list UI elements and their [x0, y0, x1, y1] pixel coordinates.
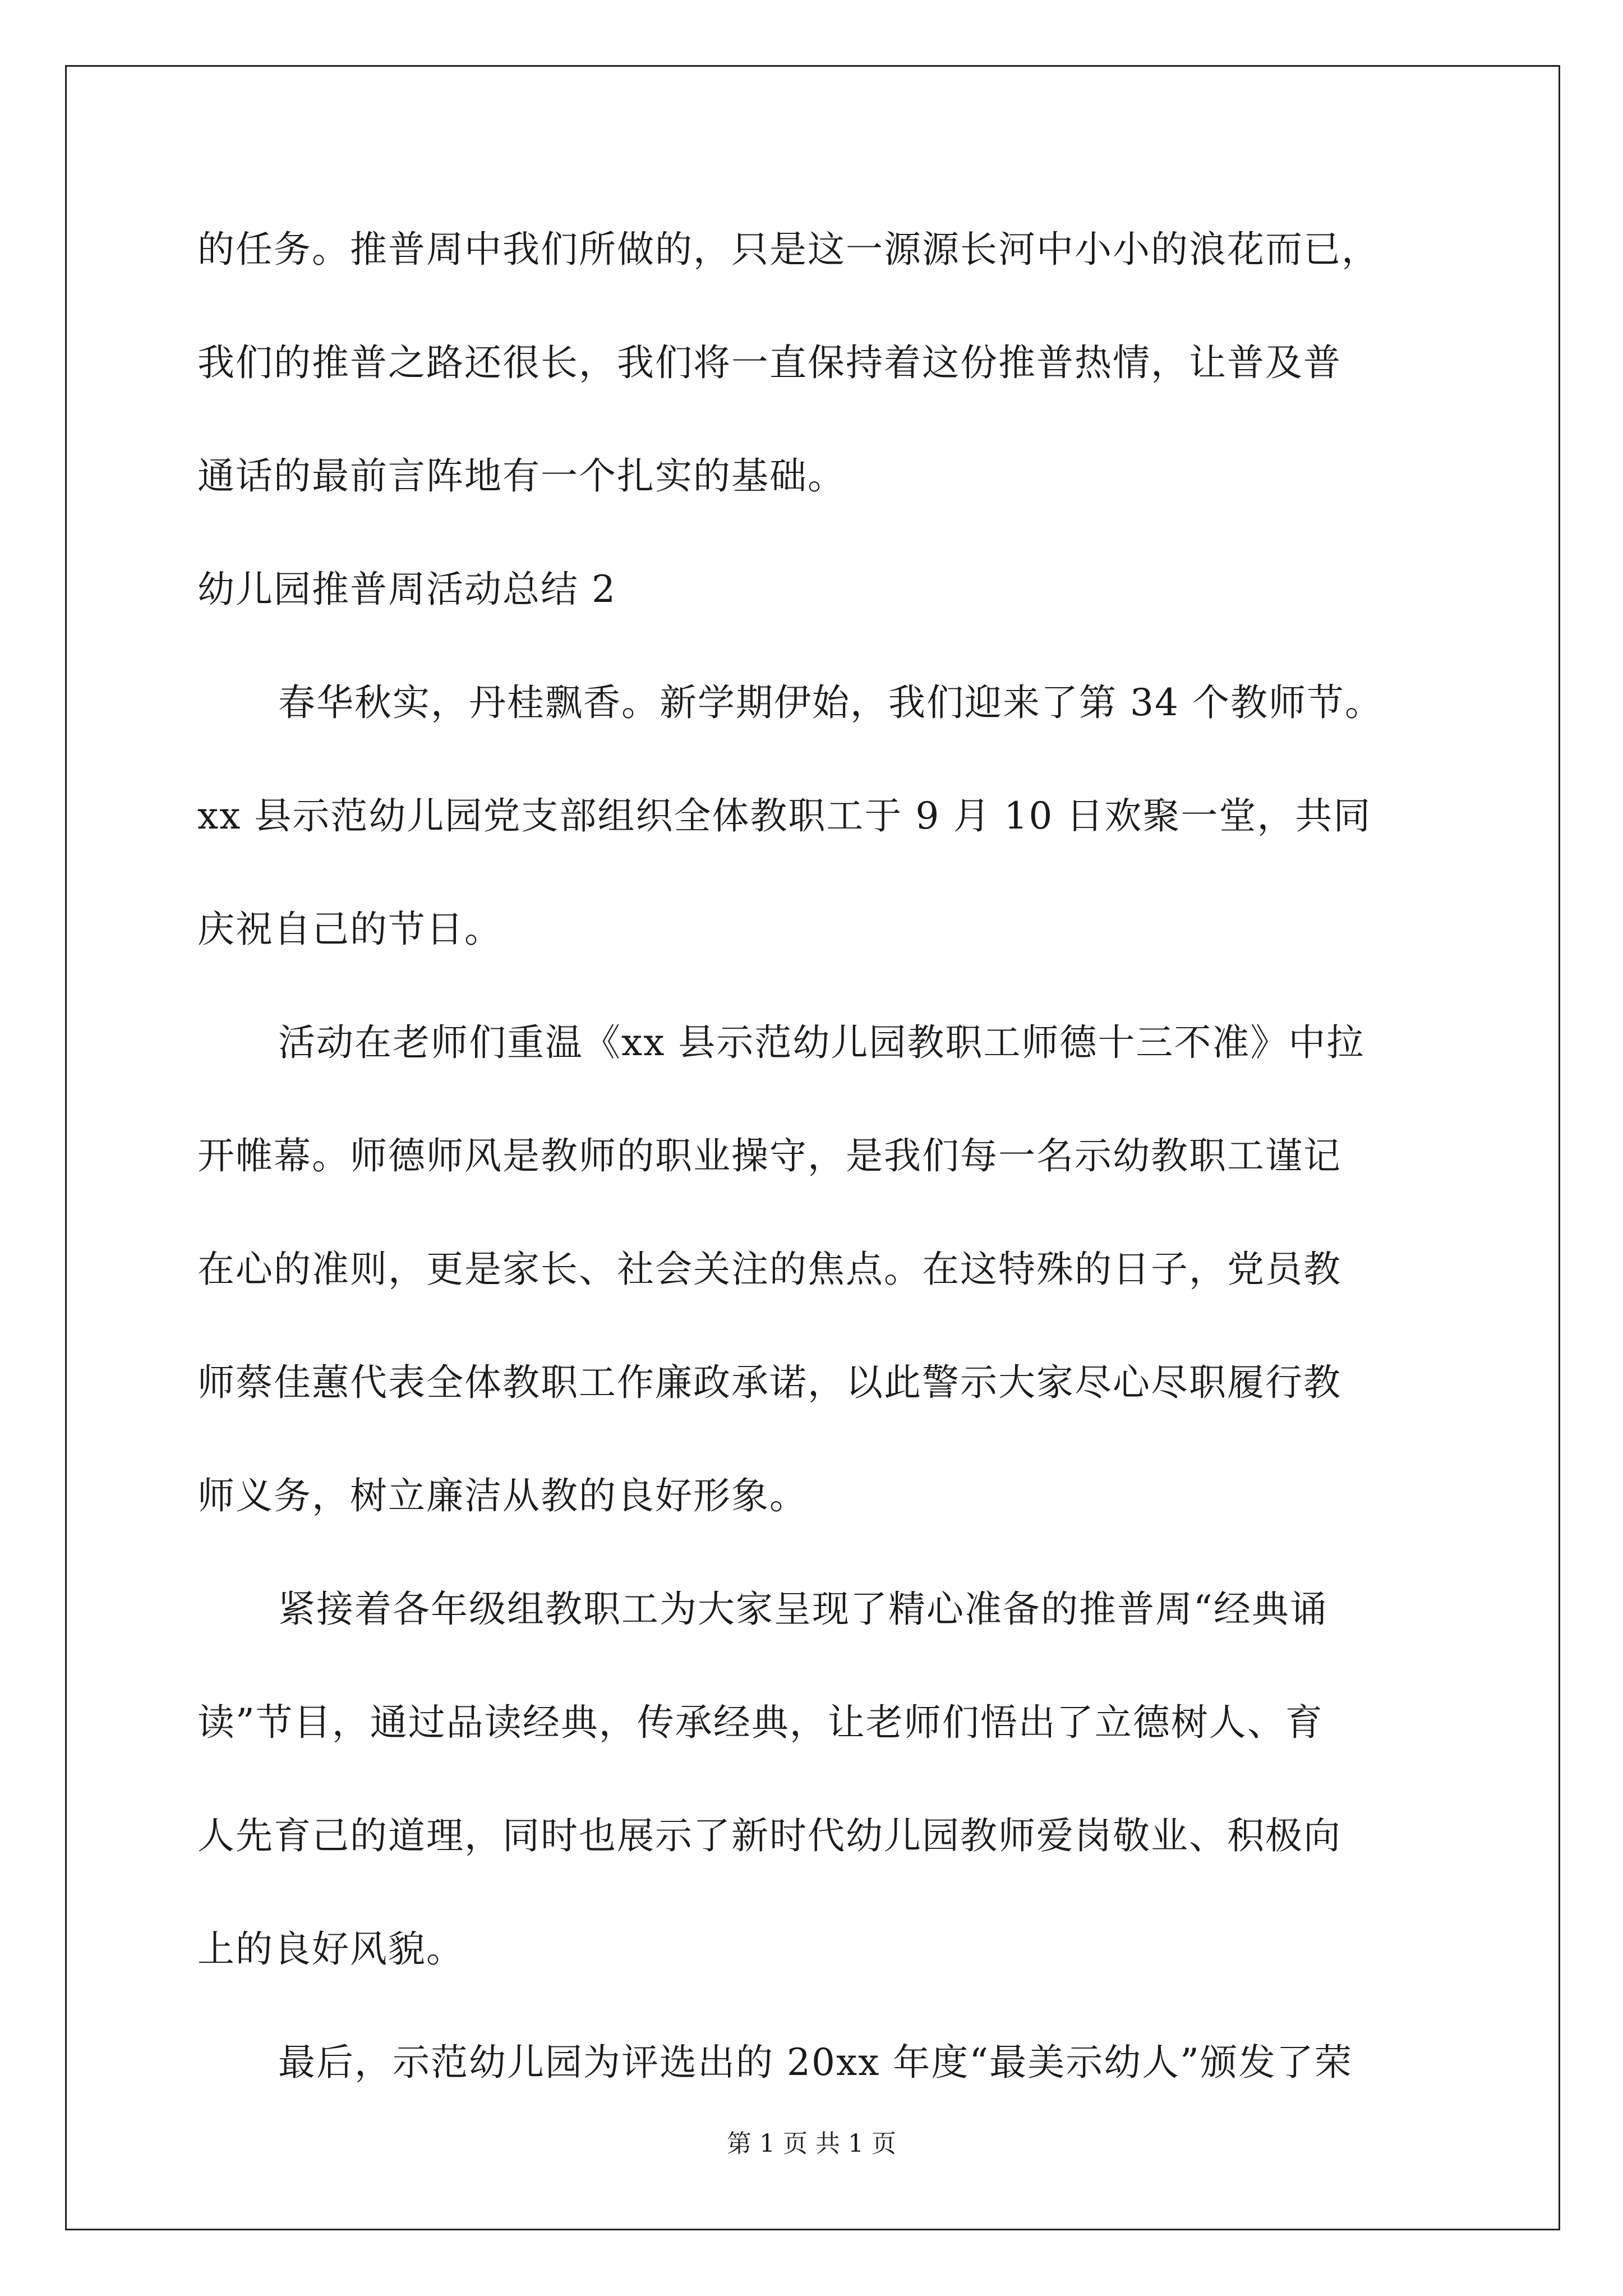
text-line: 的任务。推普周中我们所做的，只是这一源源长河中小小的浪花而已，	[197, 228, 1380, 271]
section-heading: 幼儿园推普周活动总结 2	[197, 568, 616, 611]
text-line: 人先育己的道理，同时也展示了新时代幼儿园教师爱岗敬业、积极向	[197, 1814, 1341, 1857]
paragraph-start: 活动在老师们重温《xx 县示范幼儿园教职工师德十三不准》中拉	[278, 1021, 1365, 1064]
text-line: 开帷幕。师德师风是教师的职业操守，是我们每一名示幼教职工谨记	[197, 1134, 1341, 1177]
text-line: xx 县示范幼儿园党支部组织全体教职工于 9 月 10 日欢聚一堂，共同	[197, 794, 1372, 838]
paragraph-start: 春华秋实，丹桂飘香。新学期伊始，我们迎来了第 34 个教师节。	[278, 681, 1383, 724]
text-line: 通话的最前言阵地有一个扎实的基础。	[197, 454, 846, 498]
paragraph-start: 最后，示范幼儿园为评选出的 20xx 年度“最美示幼人”颁发了荣	[278, 2041, 1353, 2084]
paragraph-start: 紧接着各年级组教职工为大家呈现了精心准备的推普周“经典诵	[278, 1588, 1328, 1631]
page-number: 第 1 页 共 1 页	[727, 2129, 896, 2158]
text-line: 上的良好风貌。	[197, 1927, 464, 1971]
text-line: 庆祝自己的节日。	[197, 908, 502, 951]
text-line: 师蔡佳蕙代表全体教职工作廉政承诺，以此警示大家尽心尽职履行教	[197, 1361, 1341, 1404]
text-line: 我们的推普之路还很长，我们将一直保持着这份推普热情，让普及普	[197, 341, 1341, 384]
text-line: 师义务，树立廉洁从教的良好形象。	[197, 1474, 808, 1517]
text-line: 在心的准则，更是家长、社会关注的焦点。在这特殊的日子，党员教	[197, 1248, 1341, 1291]
text-line: 读”节目，通过品读经典，传承经典，让老师们悟出了立德树人、育	[197, 1701, 1324, 1744]
